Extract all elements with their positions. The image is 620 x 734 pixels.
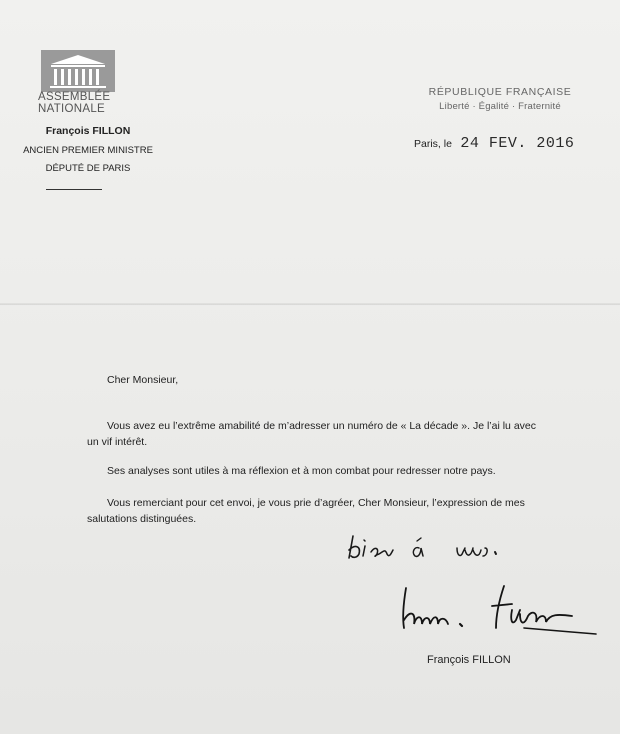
paragraph-1-line-2: un vif intérêt. <box>87 436 148 448</box>
signature <box>396 580 606 645</box>
republic-motto: Liberté · Égalité · Fraternité <box>439 101 561 112</box>
salutation: Cher Monsieur, <box>107 374 179 386</box>
paragraph-3 <box>87 495 587 527</box>
handwritten-closing-drawing <box>345 528 525 568</box>
assembly-line-2: NATIONALE <box>38 103 106 115</box>
assembly-name <box>38 91 120 115</box>
deputy-name: François FILLON <box>45 125 131 137</box>
date-place: Paris, le <box>414 138 452 150</box>
date-line <box>414 134 574 152</box>
deputy-role-deputy: DÉPUTÉ DE PARIS <box>45 163 131 174</box>
assembly-line-1: ASSEMBLÉE <box>38 91 111 103</box>
paragraph-1 <box>87 418 577 450</box>
date-stamp: 24 FEV. 2016 <box>460 135 575 152</box>
paragraph-3-line-1: Vous remerciant pour cet envoi, je vous prie d’agréer, Cher Monsieur, l’expression de mes <box>107 497 525 509</box>
paragraph-1-line-1: Vous avez eu l’extrême amabilité de m’adresser un numéro de « La décade ». Je l’ai lu avec <box>107 420 536 432</box>
letterhead-divider <box>46 189 102 190</box>
republic-title: RÉPUBLIQUE FRANÇAISE <box>428 86 572 98</box>
handwritten-closing <box>345 528 525 573</box>
signer-name: François FILLON <box>427 654 511 666</box>
paper-fold <box>0 303 620 306</box>
paragraph-3-line-2: salutations distinguées. <box>87 513 197 525</box>
parliament-building-icon <box>41 50 115 92</box>
deputy-role-former-pm: ANCIEN PREMIER MINISTRE <box>23 145 153 156</box>
signature-drawing <box>396 580 606 640</box>
paragraph-2: Ses analyses sont utiles à ma réflexion et à mon combat pour redresser notre pays. <box>107 465 496 477</box>
